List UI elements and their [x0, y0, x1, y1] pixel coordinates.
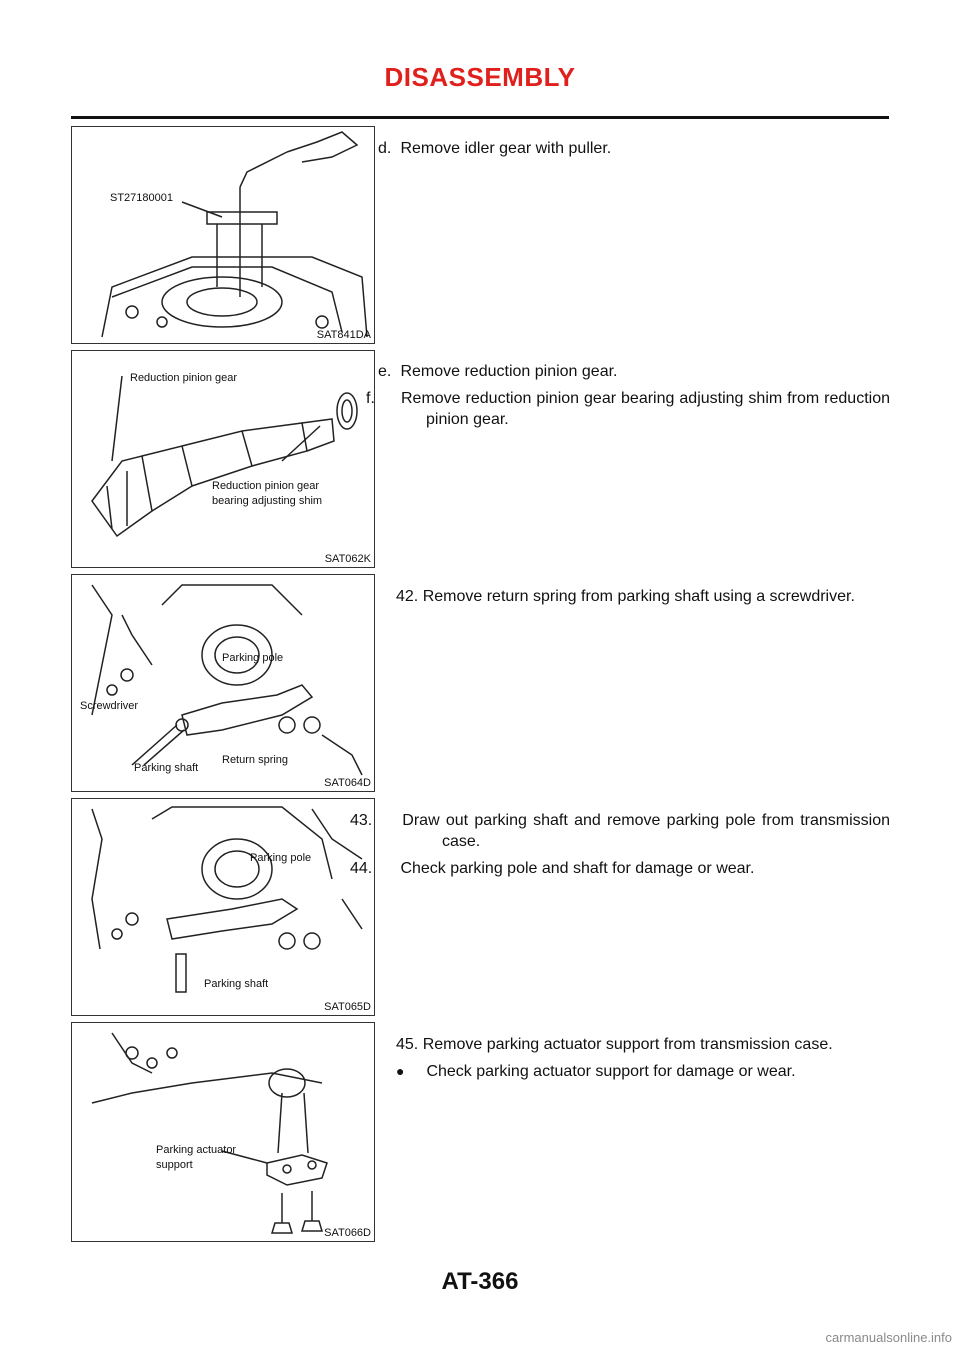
actuator-support-illustration [72, 1023, 374, 1241]
figure-label: Return spring [222, 754, 289, 766]
figure-code: SAT062K [324, 553, 371, 565]
figure-label: Parking pole [222, 652, 284, 664]
figure-sat066d [71, 1022, 375, 1242]
figure-sat064d [71, 574, 375, 792]
step-item: Check parking pole and shaft for damage or wear. [400, 860, 755, 877]
step-block-4 [396, 810, 890, 885]
return-spring-illustration [72, 575, 374, 791]
figure-label: Parking shaft [134, 762, 199, 774]
header-rule [71, 116, 889, 119]
figure-sat065d [71, 798, 375, 1016]
figure-label: Screwdriver [80, 700, 139, 712]
figure-label: Reduction pinion gear [130, 372, 238, 384]
step-item: 45. Remove parking actuator support from transmission case. [396, 1036, 833, 1053]
bullet-icon: ● [396, 1063, 405, 1079]
step-item: Draw out parking shaft and remove parking pole from transmission case. [402, 812, 891, 850]
bullet-item: ● Check parking actuator support for damage or wear. [396, 1063, 796, 1080]
step-item: 42. Remove return spring from parking shaft using a screwdriver. [396, 588, 855, 605]
step-block-3 [396, 586, 890, 613]
figure-label: Parking actuator [156, 1144, 237, 1156]
figure-label: Parking shaft [204, 978, 269, 990]
step-item: Remove reduction pinion gear bearing adjusting shim from reduction pinion gear. [400, 390, 890, 428]
step-block-2 [378, 361, 890, 436]
figure-label: bearing adjusting shim [212, 495, 323, 507]
figure-code: SAT066D [324, 1227, 371, 1239]
step-block-5 [396, 1034, 890, 1088]
figure-sat062k [71, 350, 375, 568]
page-number: AT-366 [441, 1268, 519, 1295]
figure-code: SAT065D [324, 1001, 371, 1013]
figure-sat841da [71, 126, 375, 344]
parking-shaft-illustration [72, 799, 374, 1015]
step-block-1 [378, 138, 890, 165]
figure-label: Parking pole [250, 852, 312, 864]
step-item: d. Remove idler gear with puller. [378, 140, 612, 157]
puller-illustration [72, 127, 374, 343]
watermark: carmanualsonline.info [825, 1330, 952, 1345]
pinion-gear-illustration [72, 351, 374, 567]
figure-label: support [156, 1159, 193, 1171]
figure-label: ST27180001 [110, 192, 173, 204]
figure-label: Reduction pinion gear [212, 480, 320, 492]
figure-code: SAT064D [324, 777, 371, 789]
page-title: DISASSEMBLY [384, 62, 576, 92]
step-item: e. Remove reduction pinion gear. [378, 363, 618, 380]
figure-code: SAT841DA [316, 329, 371, 341]
